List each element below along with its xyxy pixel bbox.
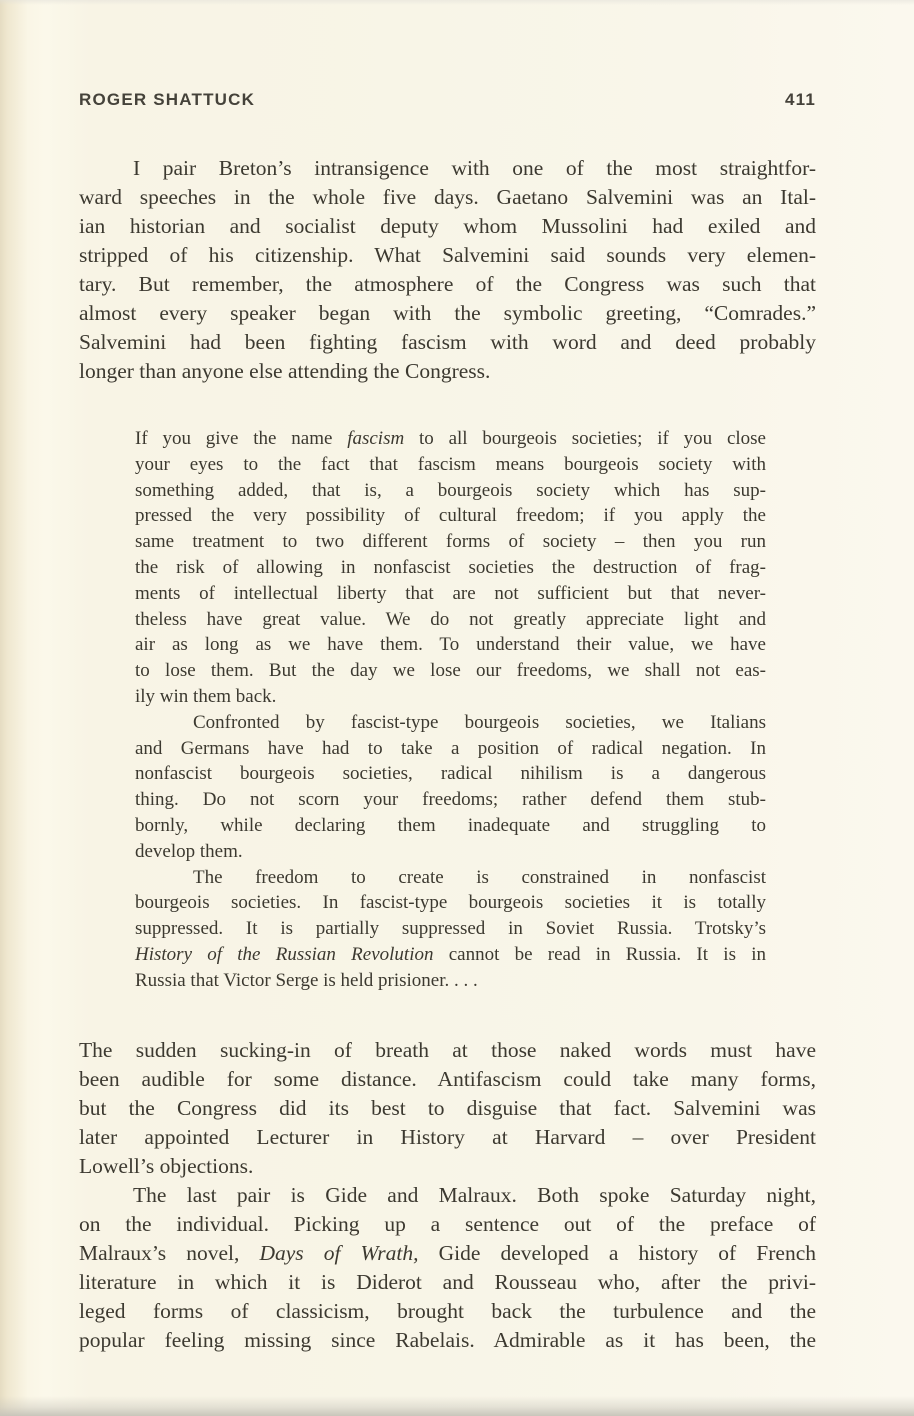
text-line: suppressed. It is partially suppressed in Soviet Russia. Trotsky’s: [135, 918, 766, 940]
text-line: The sudden sucking-in of breath at those naked words must have: [79, 1037, 816, 1062]
text-line: to lose them. But the day we lose our freedoms, we shall not eas-: [135, 660, 766, 682]
italic-text: History of the Russian Revolution: [135, 943, 434, 965]
block-quote-paragraph: [135, 426, 766, 710]
text-line: nonfascist bourgeois societies, radical nihilism is a dangerous: [135, 763, 766, 785]
text-line: leged forms of classicism, brought back the turbulence and the: [79, 1298, 816, 1323]
text-line: develop them.: [135, 840, 243, 862]
text-line: Lowell’s objections.: [79, 1153, 254, 1178]
block-quote-paragraph: [135, 710, 766, 865]
text-line: theless have great value. We do not greatly appreciate light and: [135, 608, 766, 630]
text-line: Russia that Victor Serge is held prisioner. . . .: [135, 969, 478, 991]
text-line: tary. But remember, the atmosphere of the Congress was such that: [79, 272, 816, 296]
text-line: If you give the name fascism to all bourgeois societies; if you close: [135, 428, 766, 449]
text-line: been audible for some distance. Antifascism could take many forms,: [79, 1066, 816, 1091]
text-line: on the individual. Picking up a sentence out of the preface of: [79, 1211, 816, 1236]
paragraph: [79, 1181, 816, 1355]
text-line: ward speeches in the whole five days. Gaetano Salvemini was an Ital-: [79, 185, 816, 209]
paragraph: [79, 1036, 816, 1181]
italic-text: Days of Wrath,: [259, 1240, 419, 1265]
text-line: same treatment to two different forms of society – then you run: [135, 531, 766, 553]
text-line: bourgeois societies. In fascist-type bourgeois societies it is totally: [135, 892, 766, 914]
text-line: the risk of allowing in nonfascist societies the destruction of frag-: [135, 556, 766, 578]
text-line: The last pair is Gide and Malraux. Both spoke Saturday night,: [133, 1182, 816, 1207]
text-line: I pair Breton’s intransigence with one of the most straightfor-: [133, 156, 816, 180]
text-line: longer than anyone else attending the Congress.: [79, 359, 491, 383]
text-line: Salvemini had been fighting fascism with word and deed probably: [79, 330, 816, 354]
text-line: something added, that is, a bourgeois society which has sup-: [135, 479, 766, 501]
page-number: 411: [784, 90, 816, 109]
text-line: your eyes to the fact that fascism means bourgeois society with: [135, 453, 766, 475]
text-line: and Germans have had to take a position of radical negation. In: [135, 737, 766, 759]
text-line: ments of intellectual liberty that are not sufficient but that never-: [135, 582, 766, 604]
text-line: thing. Do not scorn your freedoms; rather defend them stub-: [135, 789, 766, 811]
text-line: ian historian and socialist deputy whom Mussolini had exiled and: [79, 214, 816, 238]
text-line: popular feeling missing since Rabelais. Admirable as it has been, the: [79, 1327, 816, 1352]
text-line: pressed the very possibility of cultural freedom; if you apply the: [135, 505, 766, 527]
text-line: almost every speaker began with the symbolic greeting, “Comrades.”: [79, 301, 816, 325]
text-line: The freedom to create is constrained in nonfascist: [193, 866, 766, 888]
text-line: literature in which it is Diderot and Rousseau who, after the privi-: [79, 1269, 816, 1294]
text-line: but the Congress did its best to disguise that fact. Salvemini was: [79, 1095, 816, 1120]
italic-text: fascism: [347, 428, 405, 449]
text-line: air as long as we have them. To understand their value, we have: [135, 634, 766, 656]
page-bottom-edge-shadow: [0, 1396, 914, 1416]
text-line: bornly, while declaring them inadequate and struggling to: [135, 814, 766, 836]
running-head: ROGER SHATTUCK: [79, 90, 256, 109]
text-line: Confronted by fascist-type bourgeois societies, we Italians: [193, 711, 766, 733]
block-quote-paragraph: [135, 865, 766, 994]
page-body: [79, 154, 816, 1355]
text-line: stripped of his citizenship. What Salvemini said sounds very elemen-: [79, 243, 816, 267]
text-line: History of the Russian Revolution cannot be read in Russia. It is in: [135, 943, 766, 965]
text-line: ily win them back.: [135, 685, 277, 707]
text-line: later appointed Lecturer in History at Harvard – over President: [79, 1124, 816, 1149]
page-header: [79, 90, 816, 110]
text-line: Malraux’s novel, Days of Wrath, Gide developed a history of French: [79, 1240, 816, 1265]
paragraph: [79, 154, 816, 386]
